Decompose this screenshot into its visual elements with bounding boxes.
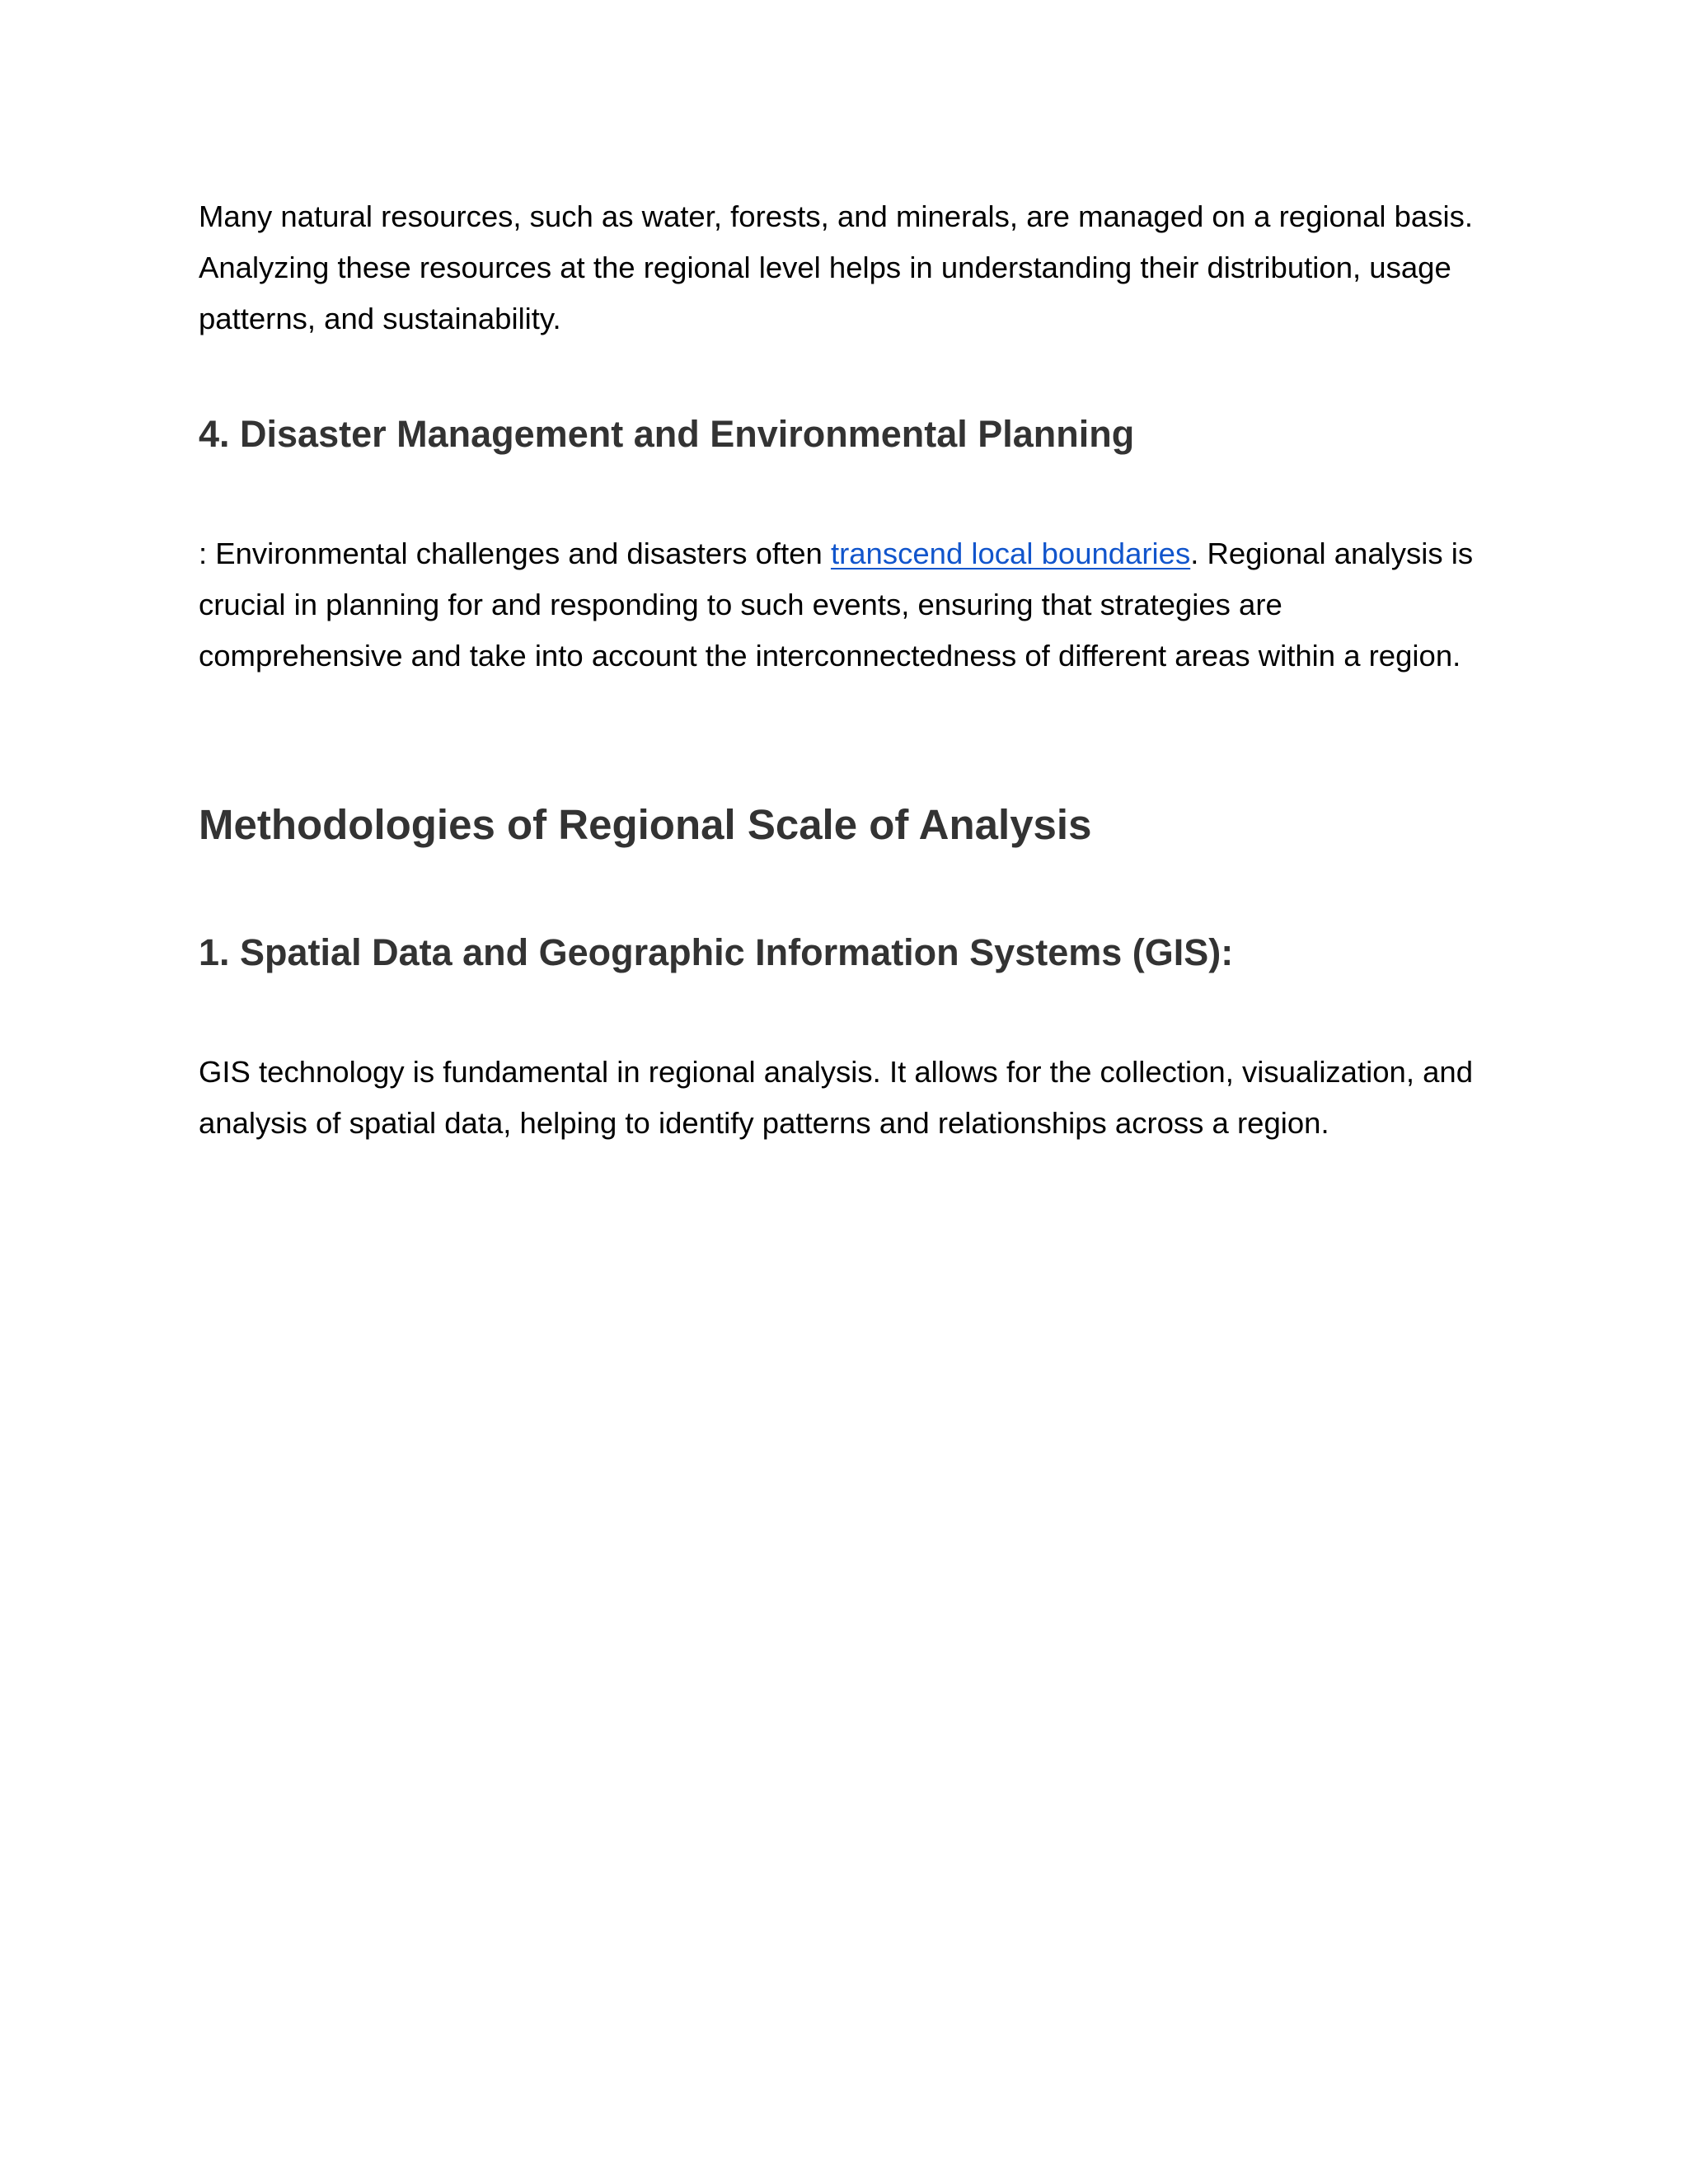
heading-methodologies: Methodologies of Regional Scale of Analysis <box>199 801 1092 848</box>
paragraph-gis: GIS technology is fundamental in regional analysis. It allows for the collection, visualization, and analysis of spatial data, helping to identify patterns and relationships across a region. <box>199 1055 1474 1140</box>
heading-disaster-management: 4. Disaster Management and Environmental Planning <box>199 413 1135 455</box>
heading-gis: 1. Spatial Data and Geographic Information Systems (GIS): <box>199 931 1234 973</box>
transcend-local-boundaries-link[interactable]: transcend local boundaries <box>830 537 1191 570</box>
paragraph-disaster-management <box>199 528 1489 682</box>
paragraph-disaster-text-end: . Regional analysis is crucial in planning for and responding to such events, ensuring that strategies are comprehensive and take into account the interconnectedness of different areas within a region. <box>199 537 1474 673</box>
paragraph-natural-resources: Many natural resources, such as water, forests, and minerals, are managed on a regional basis. Analyzing these resources at the regional level helps in understanding their distribution, usage patterns, and sustainability. <box>199 199 1473 335</box>
paragraph-disaster-text-start: : Environmental challenges and disasters often <box>199 537 831 570</box>
